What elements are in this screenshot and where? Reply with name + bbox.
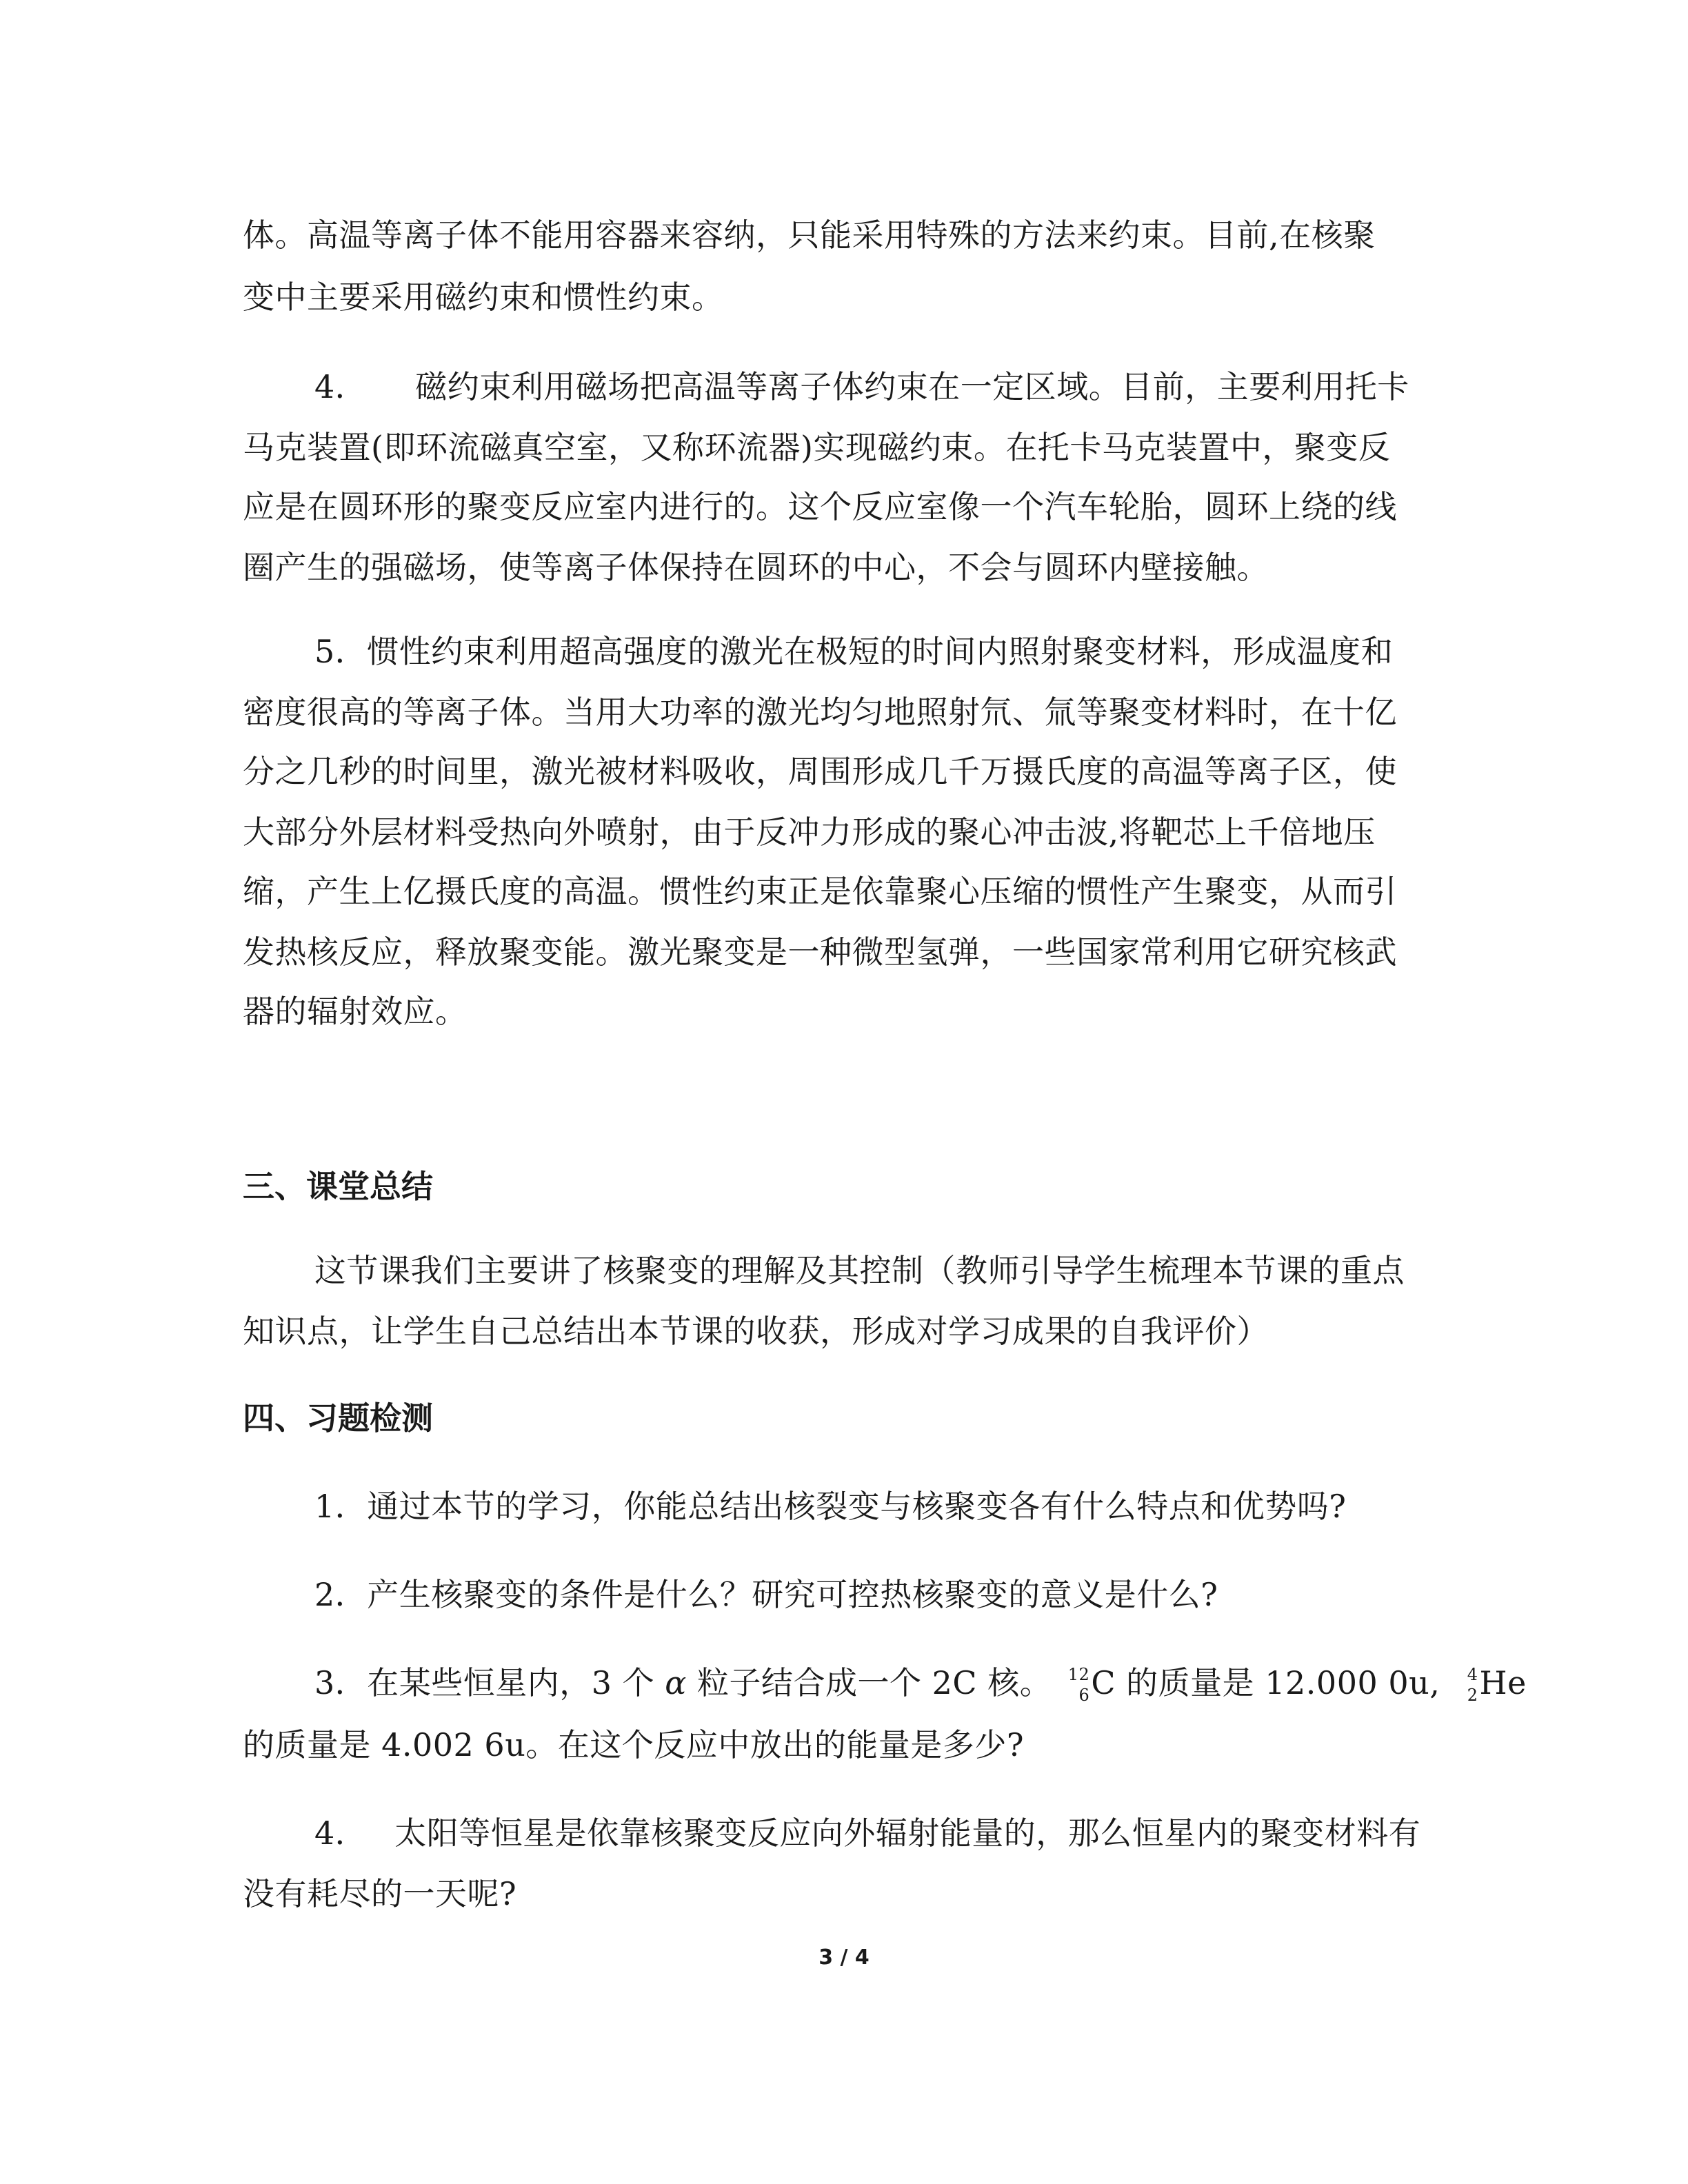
paragraph-line: 体。高温等离子体不能用容器来容纳，只能采用特殊的方法来约束。目前,在核聚 xyxy=(243,216,1376,254)
page-indicator: 3 / 4 xyxy=(818,1945,870,1970)
carbon-isotope-notation xyxy=(1067,1665,1091,1706)
paragraph-line: 密度很高的等离子体。当用大功率的激光均匀地照射氘、氚等聚变材料时，在十亿 xyxy=(243,694,1397,731)
paragraph-line: 马克装置(即环流磁真空室，又称环流器)实现磁约束。在托卡马克装置中，聚变反 xyxy=(243,429,1391,466)
question-3-text-b: 粒子结合成一个 2C 核。 xyxy=(696,1664,1052,1701)
paragraph-line: 缩，产生上亿摄氏度的高温。惯性约束正是依靠聚心压缩的惯性产生聚变，从而引 xyxy=(243,873,1397,910)
item-number: 4． xyxy=(314,1814,368,1852)
paragraph-line: 大部分外层材料受热向外喷射，由于反冲力形成的聚心冲击波,将靶芯上千倍地压 xyxy=(243,813,1376,851)
carbon-symbol: C xyxy=(1091,1664,1116,1701)
carbon-atomic-number: 6 xyxy=(1078,1686,1090,1705)
paragraph-line: 分之几秒的时间里，激光被材料吸收，周围形成几千万摄氏度的高温等离子区，使 xyxy=(243,753,1397,790)
question-3-text-c: 的质量是 12.000 0u, xyxy=(1126,1664,1440,1701)
paragraph-line: 知识点，让学生自己总结出本节课的收获，形成对学习成果的自我评价） xyxy=(243,1313,1269,1350)
question-3 xyxy=(314,1660,1527,1706)
alpha-symbol: α xyxy=(665,1664,687,1701)
paragraph-line: 的质量是 4.002 6u。在这个反应中放出的能量是多少? xyxy=(243,1726,1024,1763)
paragraph-line: 没有耗尽的一天呢? xyxy=(243,1875,517,1912)
helium-symbol: He xyxy=(1479,1664,1527,1701)
helium-mass-number: 4 xyxy=(1467,1665,1478,1684)
carbon-mass-number: 12 xyxy=(1067,1665,1090,1684)
paragraph-line: 这节课我们主要讲了核聚变的理解及其控制（教师引导学生梳理本节课的重点 xyxy=(314,1252,1405,1289)
item-text: 磁约束利用磁场把高温等离子体约束在一定区域。目前，主要利用托卡 xyxy=(415,368,1409,405)
paragraph-line: 变中主要采用磁约束和惯性约束。 xyxy=(243,279,724,316)
paragraph-line: 发热核反应，释放聚变能。激光聚变是一种微型氢弹，一些国家常利用它研究核武 xyxy=(243,933,1397,971)
question-2: 2．产生核聚变的条件是什么？研究可控热核聚变的意义是什么? xyxy=(314,1576,1218,1613)
question-4 xyxy=(314,1810,1420,1856)
helium-atomic-number: 2 xyxy=(1467,1686,1478,1705)
question-1: 1．通过本节的学习，你能总结出核裂变与核聚变各有什么特点和优势吗? xyxy=(314,1488,1347,1525)
item-number: 4． xyxy=(314,368,368,405)
section-heading-summary: 三、课堂总结 xyxy=(243,1168,433,1205)
paragraph-line xyxy=(314,364,1409,410)
helium-isotope-notation xyxy=(1456,1665,1480,1706)
question-3-text-a: 3．在某些恒星内，3 个 xyxy=(314,1664,655,1701)
item-text: 太阳等恒星是依靠核聚变反应向外辐射能量的，那么恒星内的聚变材料有 xyxy=(394,1814,1421,1852)
section-heading-exercises: 四、习题检测 xyxy=(243,1399,433,1437)
paragraph-line: 5．惯性约束利用超高强度的激光在极短的时间内照射聚变材料，形成温度和 xyxy=(314,633,1394,670)
paragraph-line: 圈产生的强磁场，使等离子体保持在圆环的中心，不会与圆环内壁接触。 xyxy=(243,549,1269,586)
paragraph-line: 应是在圆环形的聚变反应室内进行的。这个反应室像一个汽车轮胎，圆环上绕的线 xyxy=(243,488,1397,525)
paragraph-line: 器的辐射效应。 xyxy=(243,993,468,1030)
